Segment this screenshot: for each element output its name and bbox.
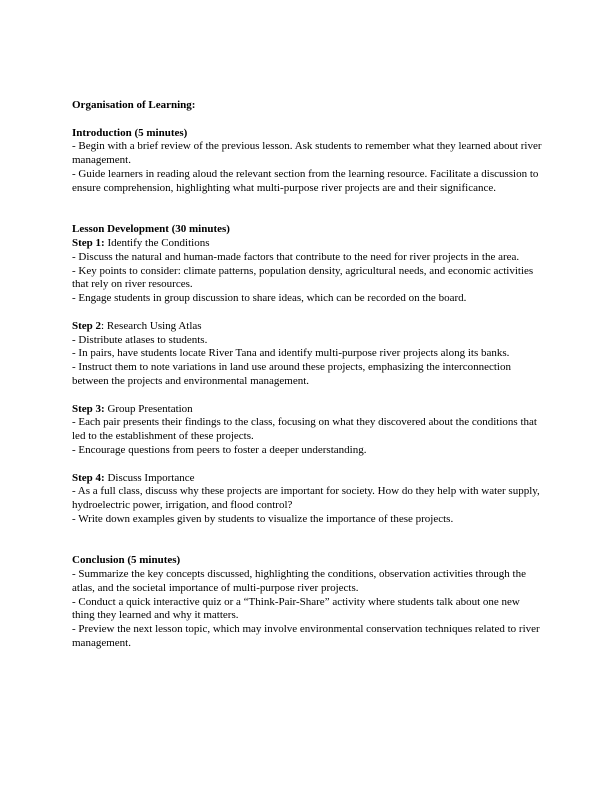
step-1-heading: [72, 237, 544, 251]
step-2: [72, 320, 544, 389]
conclusion-heading: Conclusion (5 minutes): [72, 554, 181, 567]
step-item: - Instruct them to note variations in land use around these projects, emphasizing the interconnection between the projects and environmental management.: [72, 361, 511, 387]
step-item: - As a full class, discuss why these projects are important for society. How do they help with water supply, hydroelectric power, irrigation, and flood control?: [72, 485, 540, 512]
lesson-development-section: [72, 223, 544, 527]
conclusion-item: - Preview the next lesson topic, which may involve environmental conservation techniques related to river management.: [72, 623, 540, 650]
conclusion-item: - Conduct a quick interactive quiz or a “Think-Pair-Share” activity where students talk about one new thing they learned and why it matters.: [72, 595, 520, 622]
step-2-label: Step 2: [72, 319, 102, 332]
step-item: - Key points to consider: climate patterns, population density, agricultural needs, and economic activities that rely on river resources.: [72, 264, 534, 291]
step-2-title: : Research Using Atlas: [101, 319, 202, 332]
step-item: - In pairs, have students locate River Tana and identify multi-purpose river projects along its banks.: [72, 347, 510, 360]
document-page: [72, 99, 544, 651]
organisation-title: Organisation of Learning:: [72, 99, 196, 111]
step-item: - Each pair presents their findings to the class, focusing on what they discovered about the conditions that led to the establishment of these projects.: [72, 416, 537, 443]
step-2-heading: [72, 320, 544, 334]
step-4-heading: [72, 472, 544, 486]
step-4-title: Discuss Importance: [104, 471, 195, 484]
step-4-label: Step 4:: [72, 471, 105, 484]
step-item: - Write down examples given by students to visualize the importance of these projects.: [72, 512, 454, 525]
conclusion-item: - Summarize the key concepts discussed, highlighting the conditions, observation activities through the atlas, and the societal importance of multi-purpose river projects.: [72, 568, 526, 594]
introduction-item: - Begin with a brief review of the previous lesson. Ask students to remember what they learned about river management.: [72, 140, 542, 167]
step-4: [72, 472, 544, 527]
step-3-heading: [72, 403, 544, 417]
conclusion-section: [72, 554, 544, 651]
introduction-item: - Guide learners in reading aloud the relevant section from the learning resource. Facilitate a discussion to ensure comprehension, highlighting what multi-purpose river projects are and their significance.: [72, 167, 539, 194]
step-3-title: Group Presentation: [104, 402, 193, 415]
introduction-heading: Introduction (5 minutes): [72, 126, 188, 139]
lesson-development-heading: Lesson Development (30 minutes): [72, 223, 230, 236]
step-item: - Discuss the natural and human-made factors that contribute to the need for river projects in the area.: [72, 250, 520, 263]
step-item: - Encourage questions from peers to foster a deeper understanding.: [72, 443, 367, 456]
step-1: [72, 237, 544, 306]
step-1-label: Step 1:: [72, 236, 105, 249]
introduction-section: [72, 127, 544, 196]
step-3: [72, 403, 544, 458]
step-item: - Distribute atlases to students.: [72, 333, 208, 346]
step-3-label: Step 3:: [72, 402, 105, 415]
step-1-title: Identify the Conditions: [104, 236, 210, 249]
step-item: - Engage students in group discussion to share ideas, which can be recorded on the board.: [72, 292, 467, 305]
